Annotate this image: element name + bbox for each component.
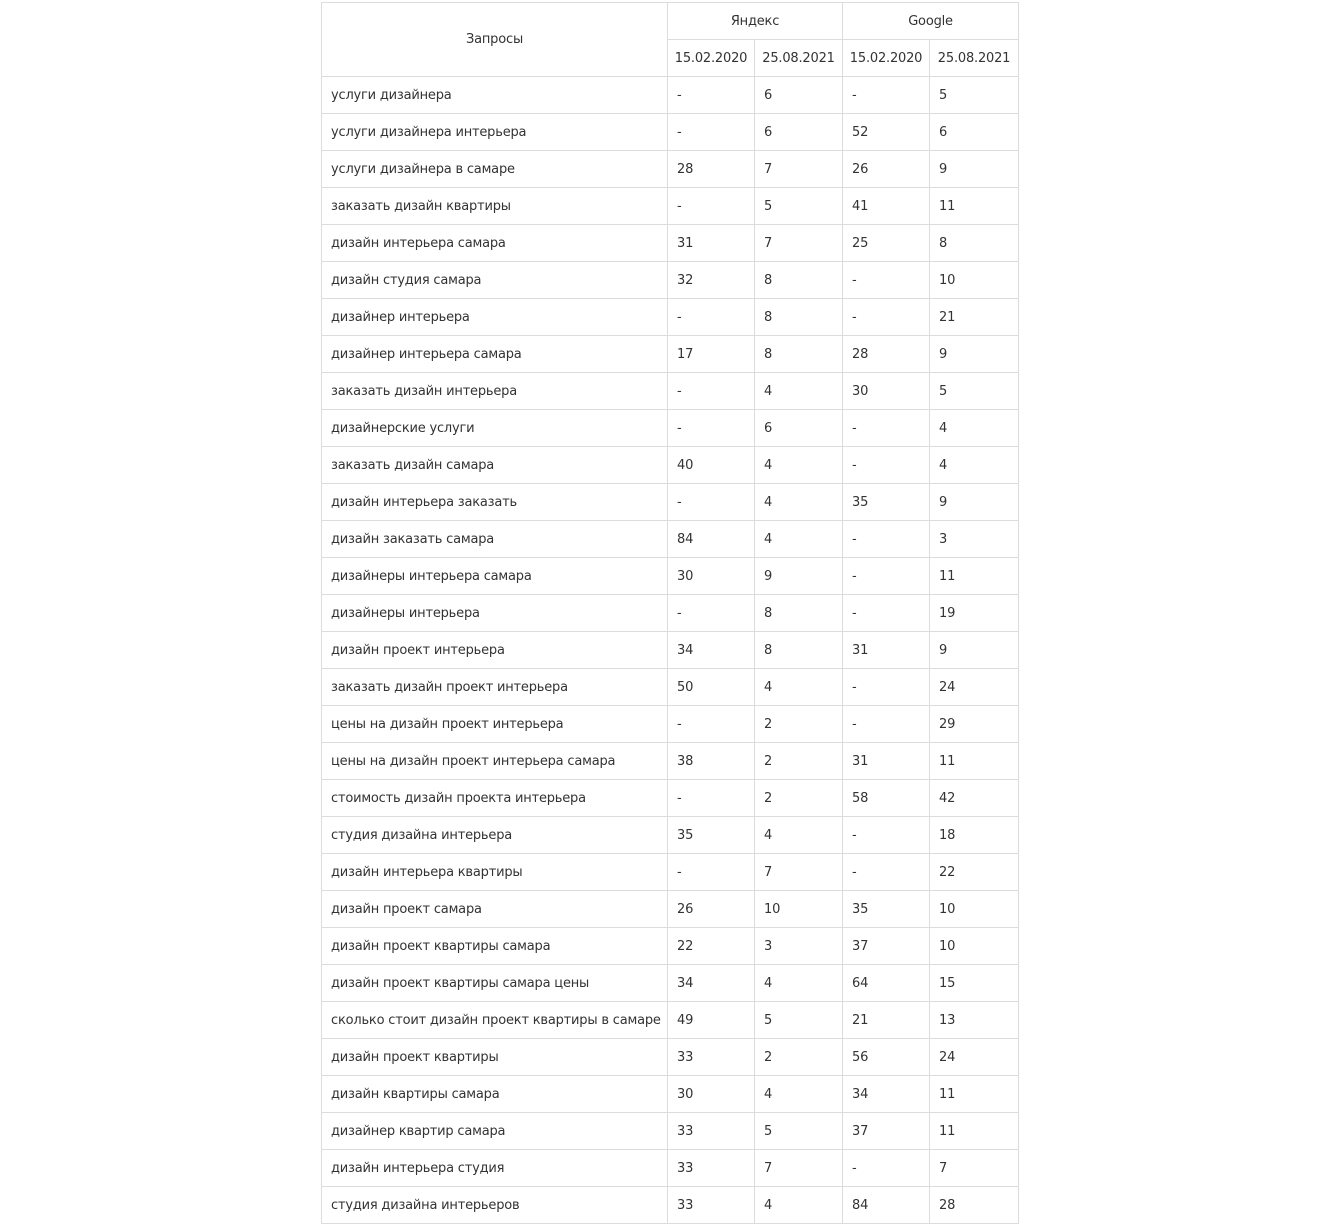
google-2020-cell: - bbox=[843, 854, 930, 891]
table-row bbox=[322, 521, 1019, 558]
google-2021-cell: 10 bbox=[930, 928, 1019, 965]
table-row bbox=[322, 965, 1019, 1002]
google-2021-cell: 9 bbox=[930, 151, 1019, 188]
yandex-2020-cell: - bbox=[668, 595, 755, 632]
yandex-2021-cell: 6 bbox=[755, 410, 843, 447]
table-row bbox=[322, 817, 1019, 854]
yandex-2020-cell: 33 bbox=[668, 1187, 755, 1224]
table-row bbox=[322, 1002, 1019, 1039]
google-2021-cell: 11 bbox=[930, 558, 1019, 595]
google-2020-cell: - bbox=[843, 521, 930, 558]
table-row bbox=[322, 114, 1019, 151]
header-engine-yandex: Яндекс bbox=[668, 3, 843, 40]
table-row bbox=[322, 484, 1019, 521]
google-2021-cell: 9 bbox=[930, 336, 1019, 373]
query-cell: дизайн проект квартиры bbox=[322, 1039, 668, 1076]
yandex-2021-cell: 7 bbox=[755, 854, 843, 891]
google-2021-cell: 13 bbox=[930, 1002, 1019, 1039]
google-2021-cell: 24 bbox=[930, 1039, 1019, 1076]
google-2020-cell: 31 bbox=[843, 743, 930, 780]
google-2020-cell: 31 bbox=[843, 632, 930, 669]
table-row bbox=[322, 1039, 1019, 1076]
table-row bbox=[322, 1187, 1019, 1224]
google-2021-cell: 10 bbox=[930, 262, 1019, 299]
yandex-2020-cell: 50 bbox=[668, 669, 755, 706]
yandex-2020-cell: 40 bbox=[668, 447, 755, 484]
query-cell: дизайнер интерьера самара bbox=[322, 336, 668, 373]
yandex-2020-cell: 38 bbox=[668, 743, 755, 780]
query-cell: дизайн квартиры самара bbox=[322, 1076, 668, 1113]
query-cell: дизайн интерьера заказать bbox=[322, 484, 668, 521]
google-2020-cell: - bbox=[843, 669, 930, 706]
query-cell: студия дизайна интерьеров bbox=[322, 1187, 668, 1224]
yandex-2021-cell: 3 bbox=[755, 928, 843, 965]
google-2020-cell: 28 bbox=[843, 336, 930, 373]
yandex-2020-cell: 33 bbox=[668, 1150, 755, 1187]
query-cell: дизайнеры интерьера самара bbox=[322, 558, 668, 595]
yandex-2021-cell: 4 bbox=[755, 965, 843, 1002]
table-row bbox=[322, 706, 1019, 743]
google-2020-cell: - bbox=[843, 706, 930, 743]
google-2021-cell: 10 bbox=[930, 891, 1019, 928]
query-cell: стоимость дизайн проекта интерьера bbox=[322, 780, 668, 817]
google-2020-cell: 26 bbox=[843, 151, 930, 188]
yandex-2021-cell: 4 bbox=[755, 484, 843, 521]
yandex-2020-cell: - bbox=[668, 484, 755, 521]
google-2021-cell: 6 bbox=[930, 114, 1019, 151]
yandex-2021-cell: 4 bbox=[755, 669, 843, 706]
table-row bbox=[322, 669, 1019, 706]
rankings-table bbox=[321, 2, 1019, 1224]
google-2020-cell: - bbox=[843, 595, 930, 632]
header-date-yandex-2020: 15.02.2020 bbox=[668, 40, 755, 77]
google-2021-cell: 28 bbox=[930, 1187, 1019, 1224]
google-2020-cell: 35 bbox=[843, 891, 930, 928]
query-cell: дизайн студия самара bbox=[322, 262, 668, 299]
google-2020-cell: 37 bbox=[843, 928, 930, 965]
query-cell: заказать дизайн самара bbox=[322, 447, 668, 484]
google-2021-cell: 8 bbox=[930, 225, 1019, 262]
google-2021-cell: 5 bbox=[930, 373, 1019, 410]
table-row bbox=[322, 447, 1019, 484]
yandex-2020-cell: 33 bbox=[668, 1039, 755, 1076]
yandex-2021-cell: 7 bbox=[755, 225, 843, 262]
google-2021-cell: 15 bbox=[930, 965, 1019, 1002]
google-2020-cell: - bbox=[843, 410, 930, 447]
google-2021-cell: 19 bbox=[930, 595, 1019, 632]
yandex-2021-cell: 4 bbox=[755, 817, 843, 854]
google-2021-cell: 7 bbox=[930, 1150, 1019, 1187]
google-2021-cell: 4 bbox=[930, 410, 1019, 447]
google-2021-cell: 9 bbox=[930, 484, 1019, 521]
yandex-2021-cell: 4 bbox=[755, 1187, 843, 1224]
query-cell: дизайн интерьера квартиры bbox=[322, 854, 668, 891]
query-cell: цены на дизайн проект интерьера bbox=[322, 706, 668, 743]
yandex-2021-cell: 9 bbox=[755, 558, 843, 595]
yandex-2021-cell: 8 bbox=[755, 336, 843, 373]
table-row bbox=[322, 891, 1019, 928]
google-2020-cell: 41 bbox=[843, 188, 930, 225]
query-cell: дизайнер интерьера bbox=[322, 299, 668, 336]
table-row bbox=[322, 558, 1019, 595]
table-row bbox=[322, 188, 1019, 225]
yandex-2021-cell: 4 bbox=[755, 447, 843, 484]
google-2021-cell: 5 bbox=[930, 77, 1019, 114]
yandex-2020-cell: 49 bbox=[668, 1002, 755, 1039]
google-2021-cell: 11 bbox=[930, 1076, 1019, 1113]
table-row bbox=[322, 1113, 1019, 1150]
google-2020-cell: 30 bbox=[843, 373, 930, 410]
google-2021-cell: 4 bbox=[930, 447, 1019, 484]
query-cell: дизайн заказать самара bbox=[322, 521, 668, 558]
yandex-2020-cell: 34 bbox=[668, 965, 755, 1002]
table-body bbox=[322, 77, 1019, 1224]
yandex-2020-cell: - bbox=[668, 299, 755, 336]
yandex-2021-cell: 7 bbox=[755, 1150, 843, 1187]
google-2020-cell: - bbox=[843, 558, 930, 595]
yandex-2020-cell: - bbox=[668, 706, 755, 743]
table-row bbox=[322, 151, 1019, 188]
google-2020-cell: - bbox=[843, 1150, 930, 1187]
yandex-2020-cell: - bbox=[668, 854, 755, 891]
google-2020-cell: 25 bbox=[843, 225, 930, 262]
google-2021-cell: 18 bbox=[930, 817, 1019, 854]
yandex-2021-cell: 6 bbox=[755, 114, 843, 151]
google-2020-cell: - bbox=[843, 817, 930, 854]
yandex-2020-cell: 31 bbox=[668, 225, 755, 262]
table-row bbox=[322, 225, 1019, 262]
google-2020-cell: 64 bbox=[843, 965, 930, 1002]
query-cell: дизайнеры интерьера bbox=[322, 595, 668, 632]
yandex-2021-cell: 8 bbox=[755, 632, 843, 669]
google-2021-cell: 24 bbox=[930, 669, 1019, 706]
yandex-2021-cell: 10 bbox=[755, 891, 843, 928]
google-2020-cell: 34 bbox=[843, 1076, 930, 1113]
google-2021-cell: 3 bbox=[930, 521, 1019, 558]
yandex-2020-cell: 22 bbox=[668, 928, 755, 965]
yandex-2020-cell: - bbox=[668, 373, 755, 410]
table-row bbox=[322, 743, 1019, 780]
google-2021-cell: 11 bbox=[930, 188, 1019, 225]
query-cell: дизайнер квартир самара bbox=[322, 1113, 668, 1150]
yandex-2020-cell: 84 bbox=[668, 521, 755, 558]
table-row bbox=[322, 595, 1019, 632]
google-2020-cell: - bbox=[843, 299, 930, 336]
yandex-2020-cell: 34 bbox=[668, 632, 755, 669]
google-2021-cell: 42 bbox=[930, 780, 1019, 817]
query-cell: услуги дизайнера bbox=[322, 77, 668, 114]
google-2021-cell: 11 bbox=[930, 1113, 1019, 1150]
yandex-2020-cell: 17 bbox=[668, 336, 755, 373]
query-cell: заказать дизайн квартиры bbox=[322, 188, 668, 225]
query-cell: услуги дизайнера в самаре bbox=[322, 151, 668, 188]
google-2020-cell: 37 bbox=[843, 1113, 930, 1150]
google-2020-cell: - bbox=[843, 447, 930, 484]
query-cell: сколько стоит дизайн проект квартиры в самаре bbox=[322, 1002, 668, 1039]
yandex-2020-cell: - bbox=[668, 780, 755, 817]
yandex-2021-cell: 8 bbox=[755, 595, 843, 632]
yandex-2020-cell: - bbox=[668, 410, 755, 447]
table-row bbox=[322, 1076, 1019, 1113]
yandex-2021-cell: 2 bbox=[755, 706, 843, 743]
yandex-2020-cell: 33 bbox=[668, 1113, 755, 1150]
query-cell: дизайн интерьера самара bbox=[322, 225, 668, 262]
table-row bbox=[322, 373, 1019, 410]
google-2020-cell: 52 bbox=[843, 114, 930, 151]
query-cell: дизайн проект квартиры самара bbox=[322, 928, 668, 965]
yandex-2021-cell: 5 bbox=[755, 1113, 843, 1150]
google-2021-cell: 29 bbox=[930, 706, 1019, 743]
yandex-2021-cell: 7 bbox=[755, 151, 843, 188]
query-cell: студия дизайна интерьера bbox=[322, 817, 668, 854]
query-cell: дизайн проект квартиры самара цены bbox=[322, 965, 668, 1002]
yandex-2020-cell: 32 bbox=[668, 262, 755, 299]
yandex-2021-cell: 4 bbox=[755, 1076, 843, 1113]
table-row bbox=[322, 336, 1019, 373]
yandex-2021-cell: 8 bbox=[755, 262, 843, 299]
google-2020-cell: 21 bbox=[843, 1002, 930, 1039]
table-row bbox=[322, 928, 1019, 965]
yandex-2021-cell: 4 bbox=[755, 521, 843, 558]
google-2021-cell: 9 bbox=[930, 632, 1019, 669]
table-row bbox=[322, 77, 1019, 114]
google-2020-cell: 56 bbox=[843, 1039, 930, 1076]
header-date-google-2020: 15.02.2020 bbox=[843, 40, 930, 77]
query-cell: дизайнерские услуги bbox=[322, 410, 668, 447]
yandex-2020-cell: 35 bbox=[668, 817, 755, 854]
query-cell: дизайн интерьера студия bbox=[322, 1150, 668, 1187]
header-date-google-2021: 25.08.2021 bbox=[930, 40, 1019, 77]
yandex-2020-cell: - bbox=[668, 77, 755, 114]
yandex-2021-cell: 6 bbox=[755, 77, 843, 114]
table-header bbox=[322, 3, 1019, 77]
yandex-2021-cell: 8 bbox=[755, 299, 843, 336]
query-cell: цены на дизайн проект интерьера самара bbox=[322, 743, 668, 780]
yandex-2021-cell: 4 bbox=[755, 373, 843, 410]
yandex-2020-cell: - bbox=[668, 188, 755, 225]
query-cell: заказать дизайн интерьера bbox=[322, 373, 668, 410]
query-cell: дизайн проект интерьера bbox=[322, 632, 668, 669]
yandex-2021-cell: 5 bbox=[755, 188, 843, 225]
yandex-2020-cell: 26 bbox=[668, 891, 755, 928]
yandex-2021-cell: 2 bbox=[755, 743, 843, 780]
header-queries: Запросы bbox=[322, 3, 668, 77]
yandex-2020-cell: 30 bbox=[668, 558, 755, 595]
yandex-2020-cell: 30 bbox=[668, 1076, 755, 1113]
query-cell: заказать дизайн проект интерьера bbox=[322, 669, 668, 706]
query-cell: дизайн проект самара bbox=[322, 891, 668, 928]
yandex-2021-cell: 2 bbox=[755, 1039, 843, 1076]
google-2020-cell: - bbox=[843, 77, 930, 114]
table-row bbox=[322, 299, 1019, 336]
yandex-2020-cell: 28 bbox=[668, 151, 755, 188]
table-row bbox=[322, 780, 1019, 817]
query-cell: услуги дизайнера интерьера bbox=[322, 114, 668, 151]
google-2020-cell: 58 bbox=[843, 780, 930, 817]
google-2020-cell: 84 bbox=[843, 1187, 930, 1224]
yandex-2020-cell: - bbox=[668, 114, 755, 151]
google-2021-cell: 21 bbox=[930, 299, 1019, 336]
table-row bbox=[322, 262, 1019, 299]
table-row bbox=[322, 1150, 1019, 1187]
google-2020-cell: 35 bbox=[843, 484, 930, 521]
table-row bbox=[322, 632, 1019, 669]
table-row bbox=[322, 854, 1019, 891]
header-engine-google: Google bbox=[843, 3, 1019, 40]
google-2021-cell: 11 bbox=[930, 743, 1019, 780]
yandex-2021-cell: 2 bbox=[755, 780, 843, 817]
google-2020-cell: - bbox=[843, 262, 930, 299]
google-2021-cell: 22 bbox=[930, 854, 1019, 891]
yandex-2021-cell: 5 bbox=[755, 1002, 843, 1039]
header-row-engines bbox=[322, 3, 1019, 40]
header-date-yandex-2021: 25.08.2021 bbox=[755, 40, 843, 77]
table-row bbox=[322, 410, 1019, 447]
